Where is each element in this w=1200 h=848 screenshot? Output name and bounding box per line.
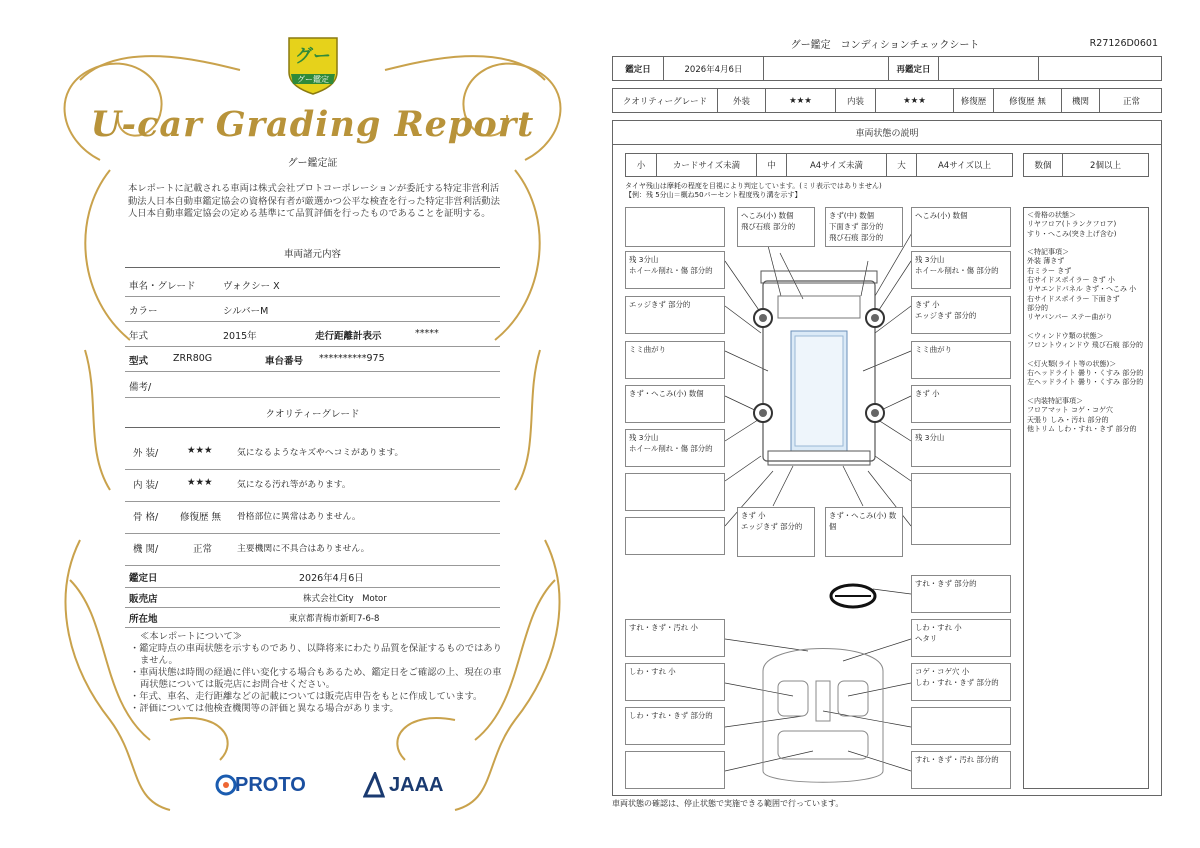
engine-value: 正常 xyxy=(1099,89,1163,112)
date-value: 2026年4月6日 xyxy=(299,573,364,584)
tire-note: 【例：残 5分山＝概ね50パーセント程度残り溝を示す】 xyxy=(625,191,802,199)
interior-damage-box: しわ・すれ 小 xyxy=(625,663,725,701)
damage-box: きず(中) 数個 下面きず 部分的 飛び石痕 部分的 xyxy=(825,207,903,247)
note-item: ・評価については他検査機関等の評価と異なる場合があります。 xyxy=(130,703,399,714)
quality-value: 正常 xyxy=(193,544,213,555)
car-top-view-icon xyxy=(761,271,877,465)
interior-damage-box: コゲ・コゲ穴 小 しわ・すれ・きず 部分的 xyxy=(911,663,1011,701)
interior-damage-box xyxy=(625,751,725,789)
spec-value: シルバーM xyxy=(223,306,269,317)
quality-label: 骨 格/ xyxy=(133,512,159,523)
interior-damage-box: しわ・すれ・きず 部分的 xyxy=(625,707,725,745)
svg-text:グー: グー xyxy=(295,46,331,67)
goo-badge-icon xyxy=(285,32,341,96)
legend-desc: A4サイズ未満 xyxy=(786,154,886,176)
quality-label: クオリティーグレード xyxy=(622,96,708,107)
svg-text:グー鑑定: グー鑑定 xyxy=(297,75,329,84)
car-interior-view-icon xyxy=(763,649,883,783)
note-item: ・鑑定時点の車両状態を示すものであり、以降将来にわたり品質を保証するものではありません。 xyxy=(130,643,502,666)
notes-heading: ≪本レポートについて≫ xyxy=(140,631,243,642)
spec-row-remarks xyxy=(125,374,500,398)
spec-label: 年式 xyxy=(129,331,149,342)
grading-certificate xyxy=(40,20,585,830)
quality-note: 気になる汚れ等があります。 xyxy=(237,480,351,490)
shop-value: 株式会社City Motor xyxy=(303,594,387,604)
spec-row-model xyxy=(125,348,500,372)
date-label: 鑑定日 xyxy=(625,64,651,75)
steering-wheel-icon xyxy=(831,585,875,607)
count-label: 数個 xyxy=(1034,161,1052,171)
state-heading: 車両状態の説明 xyxy=(613,121,1161,145)
spec-label: 備考/ xyxy=(129,382,152,393)
legend-key: 大 xyxy=(886,154,916,176)
quality-label: 外 装/ xyxy=(133,448,159,459)
damage-box: きず 小 xyxy=(911,385,1011,423)
condition-summary: ＜骨格の状態＞ リヤフロア(トランクフロア) すり・へこみ(突き上げ含む) ＜特記事項＞ 外装 薄きず 右ミラー きず 右サイドスポイラー きず 小 リヤエンドパネル きず・へこみ 小 右サイドスポイラー 下面きず 部分的 リヤバンパー ステー曲がり ＜ウィンドウ類の状態＞ フロントウィンドウ 飛び石痕 部分的 ＜灯火類(ライト等の状態)＞ 右ヘッドライト 曇り・くすみ 部分的 左ヘッドライト 曇り・くすみ 部分的 ＜内装特記事項＞ フロアマット コゲ・コゲ穴 天張り しみ・汚れ 部分的 他トリム しわ・すれ・きず 部分的 xyxy=(1023,207,1149,789)
interior-value: ★★★ xyxy=(875,89,953,112)
certificate-heading: グー鑑定証 xyxy=(287,158,338,169)
specs-heading: 車両諸元内容 xyxy=(125,248,500,268)
damage-box xyxy=(911,507,1011,545)
blank-cell xyxy=(763,57,888,80)
quality-note: 気になるようなキズやヘコミがあります。 xyxy=(237,448,404,458)
note-item: ・年式、車名、走行距離などの記載については販売店申告をもとに作成しています。 xyxy=(130,691,483,702)
date-row xyxy=(125,568,500,588)
quality-value: ★★★ xyxy=(187,477,213,488)
spec-row-color xyxy=(125,298,500,322)
redate-value xyxy=(938,57,1038,80)
damage-box: 残 3分山 ホイール削れ・傷 部分的 xyxy=(625,251,725,289)
damage-box: きず 小 エッジきず 部分的 xyxy=(737,507,815,557)
date-value: 2026年4月6日 xyxy=(663,57,763,80)
shop-row xyxy=(125,589,500,608)
proto-logo-text: PROTO xyxy=(235,774,306,796)
damage-box: きず・へこみ(小) 数個 xyxy=(625,385,725,423)
repair-value: 修復歴 無 xyxy=(993,89,1061,112)
damage-box xyxy=(625,207,725,247)
spec-row-name xyxy=(125,273,500,297)
date-label: 鑑定日 xyxy=(129,573,158,584)
spec-label: 走行距離計表示 xyxy=(315,331,382,342)
report-title: U-car Grading Report xyxy=(90,104,535,145)
interior-damage-box xyxy=(911,707,1011,745)
shop-label: 販売店 xyxy=(129,594,158,605)
spec-row-year xyxy=(125,323,500,347)
quality-row xyxy=(125,440,500,470)
quality-row xyxy=(125,504,500,534)
damage-box xyxy=(911,473,1011,511)
jaaa-logo-icon xyxy=(363,772,385,798)
damage-box: きず・へこみ(小) 数個 xyxy=(825,507,903,557)
logo-bar xyxy=(215,768,475,802)
sheet-code: R27126D0601 xyxy=(1089,38,1158,49)
interior-damage-box: すれ・きず・汚れ 小 xyxy=(625,619,725,657)
legend-desc: A4サイズ以上 xyxy=(916,154,1012,176)
legend-key: 中 xyxy=(756,154,786,176)
damage-box: 残 3分山 ホイール削れ・傷 部分的 xyxy=(625,429,725,467)
quality-heading: クオリティーグレード xyxy=(125,408,500,428)
spec-value: ***** xyxy=(415,328,439,339)
quality-value: 修復歴 無 xyxy=(180,512,222,523)
damage-box: 残 3分山 ホイール削れ・傷 部分的 xyxy=(911,251,1011,289)
damage-box xyxy=(625,517,725,555)
damage-box: ミミ曲がり xyxy=(625,341,725,379)
damage-box: きず 小 エッジきず 部分的 xyxy=(911,296,1011,334)
damage-box: ミミ曲がり xyxy=(911,341,1011,379)
state-panel xyxy=(612,120,1162,796)
tire-note: タイヤ残山は摩耗の程度を目視により判定しています。(ミリ表示ではありません) xyxy=(625,182,882,190)
tire-icon xyxy=(754,309,772,327)
quality-value: ★★★ xyxy=(187,445,213,456)
quality-row xyxy=(125,536,500,566)
repair-label: 修復歴 xyxy=(953,89,993,112)
address-value: 東京都青梅市新町7-6-8 xyxy=(289,614,380,624)
blank-cell xyxy=(1038,57,1163,80)
jaaa-logo-text: JAAA xyxy=(389,774,444,796)
quality-label: 内 装/ xyxy=(133,480,159,491)
damage-box: へこみ(小) 数個 xyxy=(911,207,1011,247)
interior-label: 内装 xyxy=(835,89,875,112)
interior-damage-box: すれ・きず 部分的 xyxy=(911,575,1011,613)
damage-box: エッジきず 部分的 xyxy=(625,296,725,334)
quality-label: 機 関/ xyxy=(133,544,159,555)
damage-box xyxy=(625,473,725,511)
spec-value: ヴォクシー X xyxy=(223,281,280,292)
sheet-title: グー鑑定 コンディションチェックシート xyxy=(790,40,980,51)
damage-box: へこみ(小) 数個 飛び石痕 部分的 xyxy=(737,207,815,247)
quality-note: 骨格部位に異常はありません。 xyxy=(237,512,361,522)
count-value: 2個以上 xyxy=(1062,154,1148,176)
spec-value: 2015年 xyxy=(223,331,257,342)
address-row xyxy=(125,609,500,628)
exterior-label: 外装 xyxy=(717,89,765,112)
redate-label: 再鑑定日 xyxy=(888,57,938,80)
exterior-value: ★★★ xyxy=(765,89,835,112)
address-label: 所在地 xyxy=(129,614,158,625)
spec-label: 車名・グレード xyxy=(129,281,196,292)
interior-damage-box: しわ・すれ 小 へタリ xyxy=(911,619,1011,657)
tire-icon xyxy=(866,404,884,422)
spec-value: **********975 xyxy=(319,353,385,364)
quality-table xyxy=(612,88,1162,113)
date-table xyxy=(612,56,1162,81)
condition-check-sheet xyxy=(600,30,1170,820)
tire-icon xyxy=(866,309,884,327)
spec-value: ZRR80G xyxy=(173,353,213,364)
report-notes xyxy=(128,631,508,715)
spec-label: 型式 xyxy=(129,356,149,367)
spec-label: カラー xyxy=(129,306,158,317)
spec-label: 車台番号 xyxy=(265,356,304,367)
engine-label: 機関 xyxy=(1061,89,1099,112)
damage-box: 残 3分山 xyxy=(911,429,1011,467)
proto-logo-icon xyxy=(215,774,237,796)
quality-note: 主要機関に不具合はありません。 xyxy=(237,544,370,554)
interior-damage-box: すれ・きず・汚れ 部分的 xyxy=(911,751,1011,789)
legend-key: 小 xyxy=(636,161,646,171)
tire-icon xyxy=(754,404,772,422)
legend-desc: カードサイズ未満 xyxy=(656,154,756,176)
quality-row xyxy=(125,472,500,502)
note-item: ・車両状態は時間の経過に伴い変化する場合もあるため、鑑定日をご確認の上、現在の車両状態については販売店にお問合せください。 xyxy=(130,667,502,690)
sheet-footer: 車両状態の確認は、停止状態で実施できる範囲で行っています。 xyxy=(612,799,844,808)
certificate-intro: 本レポートに記載される車両は株式会社プロトコーポレーションが委託する特定非営利活動法人日本自動車鑑定協会の資格保有者が厳選かつ公平な検査を行った特定非営利活動法人日本自動車鑑定協会の定める基準にて品質評価を行ったものであることを証明する。 xyxy=(128,183,500,219)
